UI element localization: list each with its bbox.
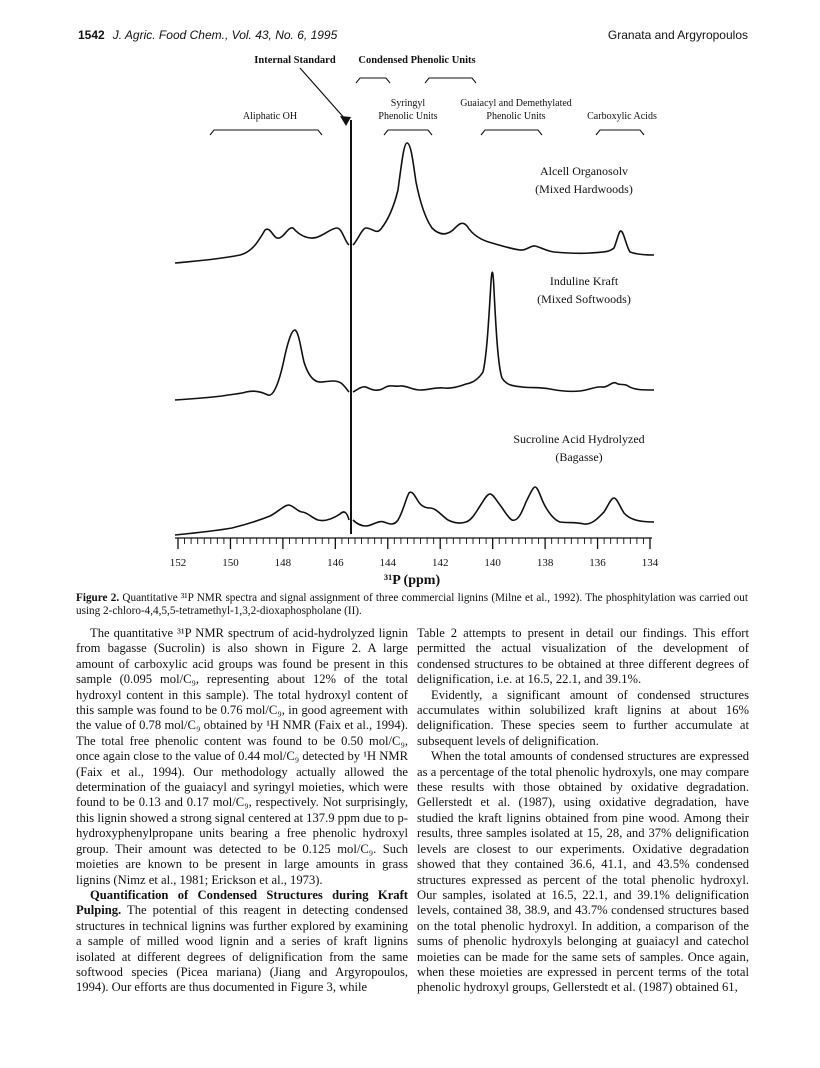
x-axis-minor-ticks xyxy=(178,538,650,549)
internal-standard-arrow xyxy=(300,68,346,120)
label-guaiacyl-2: Phenolic Units xyxy=(486,111,546,122)
brace-guaiacyl xyxy=(481,130,542,135)
x-axis-tick-label: 152 xyxy=(169,557,187,569)
brace-carboxylic xyxy=(596,130,644,135)
spectrum-alcell xyxy=(175,143,654,263)
header-authors: Granata and Argyropoulos xyxy=(607,28,748,42)
right-paragraph-2: When the total amounts of condensed structures are expressed as a percentage of the total phenolic hydroxyls, one may compare these results with those obtained by oxidative degradation. Gellerstedt et al. (1987), using oxidative degradation, have studied the kraft lignins obtained from pine wood. Among their results, three samples isolated at 15, 28, and 37% delignification levels are closest to our experiments. Oxidative degradation showed that they contained 36.6, 41.1, and 43.5% condensed structures expressed as percent of the total phenolic hydroxyl. Our samples, isolated at 16.5, 22.1, and 39.1% delignification levels, contained 38, 38.9, and 43.7% condensed structures based on the total phenolic hydroxyl. In addition, a comparison of the sums of phenolic hydroxyls belonging at guaiacyl and catechol moieties can be made for the same sets of samples. Once again, when these moieties are expressed in percent terms of the total phenolic hydroxyl groups, Gellerstedt et al. (1987) obtained 61, xyxy=(417,749,749,995)
label-syringyl-1: Syringyl xyxy=(390,98,426,109)
section-heading: Quantification of Condensed Structures during Kraft Pulping. xyxy=(76,887,408,918)
brace-condensed-right xyxy=(425,78,476,83)
internal-standard-arrowhead xyxy=(340,116,351,126)
x-axis-tick-label: 134 xyxy=(641,557,659,569)
spectrum-2-subname: (Mixed Softwoods) xyxy=(537,292,631,306)
spectrum-1-name: Alcell Organosolv xyxy=(539,164,629,178)
caption-text: Quantitative ³¹P NMR spectra and signal assignment of three commercial lignins (Milne et al., 1992). The phosphitylation was carried out using 2-chloro-4,4,5,5-tetramethyl-1,3,2-dioxaphospholane (II). xyxy=(76,592,748,617)
x-axis-tick-label: 144 xyxy=(379,557,397,569)
x-axis-tick-labels xyxy=(170,557,659,569)
spectrum-2-name: Induline Kraft xyxy=(549,274,619,288)
label-carboxylic-acids: Carboxylic Acids xyxy=(587,111,657,122)
brace-syringyl xyxy=(384,130,432,135)
figure-caption xyxy=(76,592,748,618)
left-paragraph-2 xyxy=(76,888,408,996)
spectrum-1-subname: (Mixed Hardwoods) xyxy=(535,182,633,196)
x-axis-tick-label: 140 xyxy=(484,557,501,569)
x-axis-title: ³¹P (ppm) xyxy=(383,573,441,588)
x-axis xyxy=(170,538,659,588)
left-paragraph-2-text: The potential of this reagent in detecting condensed structures in technical lignins was further explored by examining a sample of milled wood lignin and a series of kraft lignins isolated at different degrees of delignification from the same softwood species (Picea mariana) (Jiang and Argyropoulos, 1994). Our efforts are thus documented in Figure 3, while xyxy=(76,903,408,995)
label-aliphatic-oh: Aliphatic OH xyxy=(242,111,298,122)
left-column xyxy=(76,626,408,996)
spectrum-sucroline xyxy=(175,487,654,535)
right-paragraph-0: Table 2 attempts to present in detail our findings. This effort permitted the actual visualization of the development of condensed structures to be obtained at three different degrees of delignification, i.e. at 16.5, 22.1, and 39.1%. xyxy=(417,626,749,687)
x-axis-tick-label: 138 xyxy=(536,557,554,569)
spectrum-3-name: Sucroline Acid Hydrolyzed xyxy=(513,432,645,446)
right-paragraph-1: Evidently, a significant amount of condensed structures accumulates within solubilized kraft lignins at about 16% delignification. These species seem to further accumulate at subsequent levels of delignification. xyxy=(417,687,749,748)
x-axis-tick-label: 142 xyxy=(431,557,449,569)
brace-aliphatic xyxy=(210,130,322,135)
x-axis-tick-label: 146 xyxy=(327,557,344,569)
label-condensed-phenolic: Condensed Phenolic Units xyxy=(358,55,476,66)
label-syringyl-2: Phenolic Units xyxy=(378,111,438,122)
x-axis-tick-label: 148 xyxy=(274,557,292,569)
header-left xyxy=(78,28,337,42)
spectrum-3-subname: (Bagasse) xyxy=(555,450,603,464)
page-header xyxy=(78,28,748,44)
page-number: 1542 xyxy=(78,28,105,42)
brace-condensed-left xyxy=(356,78,390,83)
label-guaiacyl-1: Guaiacyl and Demethylated xyxy=(460,98,572,109)
label-internal-standard: Internal Standard xyxy=(254,55,336,66)
nmr-spectra-figure xyxy=(0,50,820,590)
caption-label: Figure 2. xyxy=(76,592,120,604)
x-axis-tick-label: 136 xyxy=(589,557,606,569)
right-column xyxy=(417,626,749,996)
left-paragraph-1: The quantitative ³¹P NMR spectrum of acid-hydrolyzed lignin from bagasse (Sucrolin) is also shown in Figure 2. A large amount of carboxylic acid groups was found be present in this sample (0.095 mol/C₉, representing about 12% of the total hydroxyl content in this sample). The total hydroxyl content of this sample was found to be 0.76 mol/C₉, in good agreement with the value of 0.78 mol/C₉ obtained by ¹H NMR (Faix et al., 1994). The total free phenolic content was found to be 0.50 mol/C₉, once again close to the value of 0.44 mol/C₉ detected by ¹H NMR (Faix et al., 1994). Our methodology actually allowed the determination of the guaiacyl and syringyl moieties, which were found to be 0.13 and 0.17 mol/C₉, respectively. Not surprisingly, this lignin showed a strong signal centered at 137.9 ppm due to p-hydroxyphenylpropane units bearing a free phenolic hydroxyl group. Their amount was detected to be 0.125 mol/C₉. Such moieties are known to be present in large amounts in grass lignins (Nimz et al., 1981; Erickson et al., 1973). xyxy=(76,626,408,887)
journal-citation: J. Agric. Food Chem., Vol. 43, No. 6, 1995 xyxy=(112,28,338,42)
x-axis-tick-label: 150 xyxy=(222,557,239,569)
